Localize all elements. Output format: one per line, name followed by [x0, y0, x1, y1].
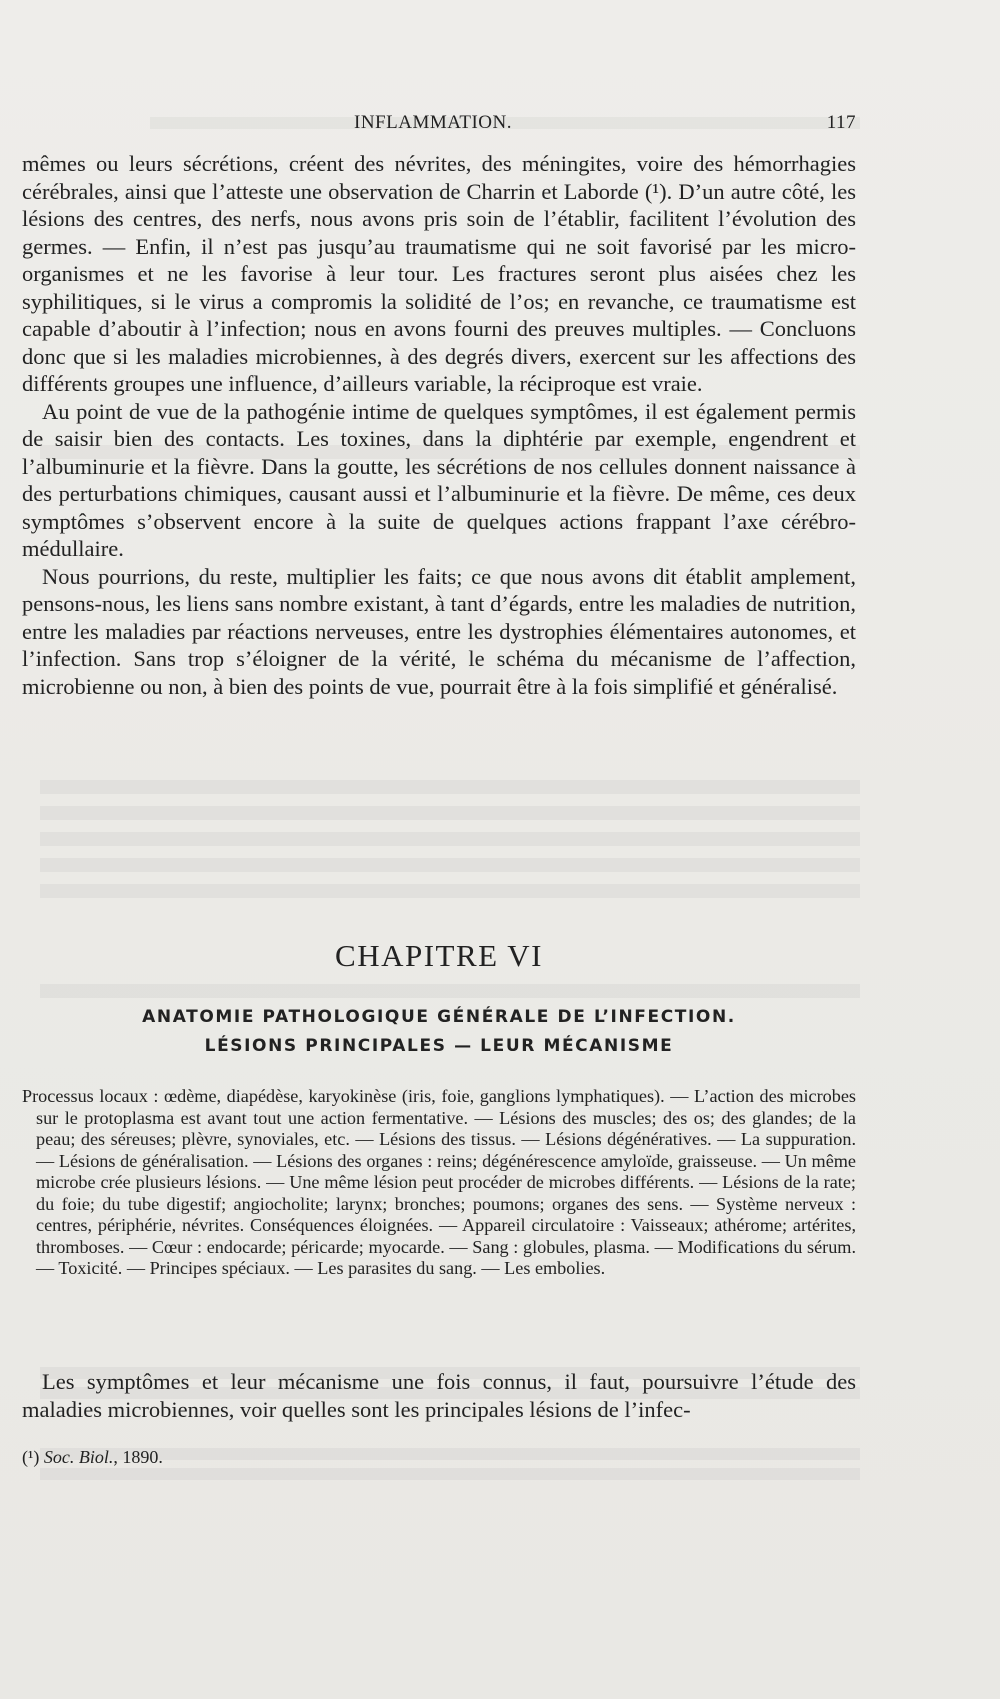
running-title: INFLAMMATION. — [354, 112, 512, 133]
paragraph: Nous pourrions, du reste, multiplier les faits; ce que nous avons dit établit amplement, pensons-nous, les liens sans nombre existant, à tant d’égards, entre les maladies de nutrition, entre les maladies par réactions nerveuses, entre les dystrophies élémentaires autonomes, et l’infection. Sans trop s’éloigner de la vérité, le schéma du mécanisme de l’affection, microbienne ou non, à bien des points de vue, pourrait être à la fois simplifié et généralisé. — [22, 563, 856, 699]
chapter-subtitle-secondary: LÉSIONS PRINCIPALES — LEUR MÉCANISME — [204, 1036, 674, 1056]
footnote — [22, 1447, 856, 1468]
summary-text: Processus locaux : œdème, diapédèse, karyokinèse (iris, foie, ganglions lymphatiques). — L’action des microbes sur le protoplasma est avant tout une action fermentative. — Lésions des muscles; des os; des glandes; de la peau; des séreuses; plèvre, synoviales, etc. — Lésions des tissus. — Lésions dégénératives. — La suppuration. — Lésions de généralisation. — Lésions des organes : reins; dégénérescence amyloïde, graisseuse. — Un même microbe crée plusieurs lésions. — Une même lésion peut procéder de microbes différents. — Lésions de la rate; du foie; du tube digestif; angiocholite; larynx; bronches; poumons; organes des sens. — Système nerveux : centres, périphérie, névrites. Conséquences éloignées. — Appareil circulatoire : Vaisseaux; athérome; artérites, thromboses. — Cœur : endocarde; péricarde; myocarde. — Sang : globules, plasma. — Modifications du sérum. — Toxicité. — Principes spéciaux. — Les parasites du sang. — Les embolies. — [22, 1086, 856, 1278]
body-text — [22, 150, 856, 700]
footnote-source: Soc. Biol. — [43, 1447, 114, 1467]
paragraph: mêmes ou leurs sécrétions, créent des névrites, des méningites, voire des hémorrhagies cérébrales, ainsi que l’atteste une observation de Charrin et Laborde (¹). D’un autre côté, les lésions des centres, des nerfs, nous avons pris soin de l’établir, facilitent l’évolution des germes. — Enfin, il n’est pas jusqu’au traumatisme qui ne soit favorisé par les micro-organismes et ne les favorise à leur tour. Les fractures seront plus aisées chez les syphilitiques, si le virus a compromis la solidité de l’os; en revanche, ce traumatisme est capable d’aboutir à l’infection; nous en avons fourni des preuves multiples. — Concluons donc que si les maladies microbiennes, à des degrés divers, exercent sur les affections des différents groupes une influence, d’ailleurs variable, la réciproque est vraie. — [22, 151, 856, 396]
paragraph: Les symptômes et leur mécanisme une fois connus, il faut, poursuivre l’étude des maladies microbiennes, voir quelles sont les principales lésions de l’infec- — [22, 1369, 856, 1422]
page-header — [22, 112, 856, 140]
chapter-title: CHAPITRE VI — [335, 938, 543, 973]
footnote-year: , 1890. — [113, 1447, 163, 1467]
chapter-subtitle: ANATOMIE PATHOLOGIQUE GÉNÉRALE DE L’INFECTION. — [142, 1007, 736, 1027]
footnote-marker: (¹) — [22, 1447, 40, 1467]
chapter-summary — [22, 1086, 856, 1280]
chapter-opening-text — [22, 1368, 856, 1423]
paragraph: Au point de vue de la pathogénie intime de quelques symptômes, il est également permis de saisir bien des contacts. Les toxines, dans la diphtérie par exemple, engendrent et l’albuminurie et la fièvre. Dans la goutte, les sécrétions de nos cellules donnent naissance à des perturbations chimiques, causant aussi et l’albuminurie et la fièvre. De même, ces deux symptômes s’observent encore à la suite de quelques actions frappant l’axe cérébro-médullaire. — [22, 398, 856, 561]
page-number: 117 — [826, 112, 856, 133]
